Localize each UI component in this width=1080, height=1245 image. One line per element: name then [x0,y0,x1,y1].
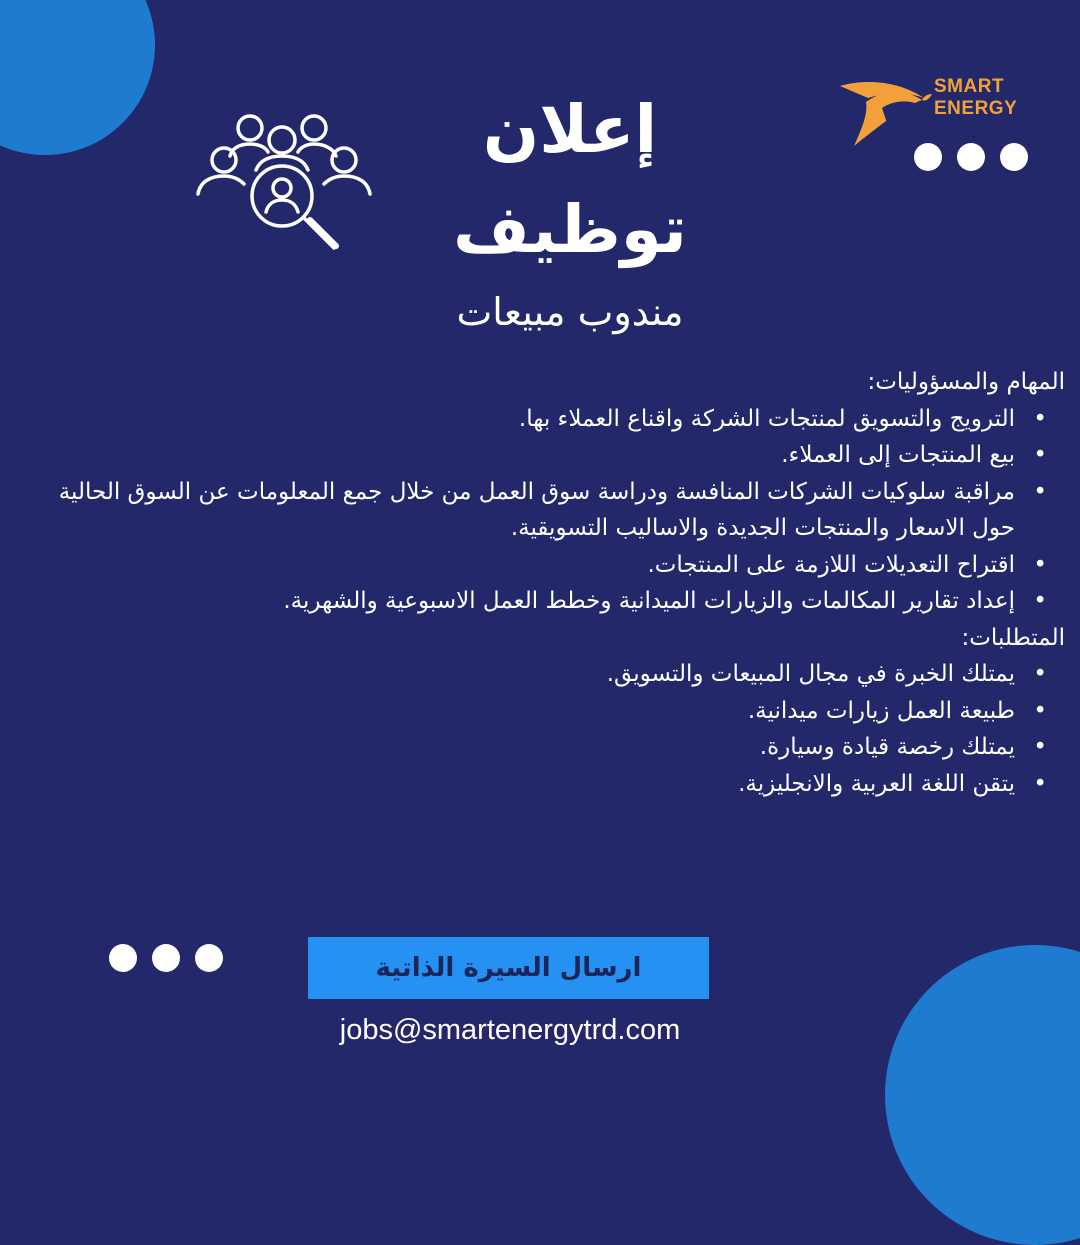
bird-logo-icon [838,68,934,148]
list-item: • بيع المنتجات إلى العملاء. [40,437,1015,474]
list-item: • إعداد تقارير المكالمات والزيارات الميدانية وخطط العمل الاسبوعية والشهرية. [40,583,1015,620]
list-item: • يمتلك الخبرة في مجال المبيعات والتسويق. [40,656,1015,693]
logo-text-line2: ENERGY [934,98,1018,119]
send-cv-button[interactable]: ارسال السيرة الذاتية [308,937,709,999]
list-item: • الترويج والتسويق لمنتجات الشركة واقناع العملاء بها. [40,401,1015,438]
job-title: مندوب مبيعات [456,290,684,334]
decorative-circle-top-left [0,0,155,155]
contact-email-link[interactable]: jobs@smartenergytrd.com [339,1014,681,1046]
title-line-2: توظيف [453,191,687,268]
logo-text-line1: SMART [934,76,1005,97]
list-item: • يتقن اللغة العربية والانجليزية. [40,766,1015,803]
responsibilities-heading: المهام والمسؤوليات: [867,369,1065,395]
requirements-heading: المتطلبات: [961,624,1065,651]
list-item: • اقتراح التعديلات اللازمة على المنتجات. [40,547,1015,584]
list-item: • يمتلك رخصة قيادة وسيارة. [40,729,1015,766]
logo-wordmark [934,76,1017,120]
decorative-dots-bottom [109,944,223,972]
list-item: • مراقبة سلوكيات الشركات المنافسة ودراسة سوق العمل من خلال جمع المعلومات عن السوق الحالية حول الاسعار والمنتجات الجديدة والاساليب التسويقية. [40,474,1015,547]
title-line-1: إعلان [482,91,658,168]
requirements-list [40,656,1065,802]
company-logo [838,68,1038,148]
dot [195,944,223,972]
job-details [40,364,1065,802]
list-item: • طبيعة العمل زيارات ميدانية. [40,693,1015,730]
dot [152,944,180,972]
responsibilities-list [40,401,1065,620]
decorative-circle-bottom-right [885,945,1080,1245]
dot [109,944,137,972]
